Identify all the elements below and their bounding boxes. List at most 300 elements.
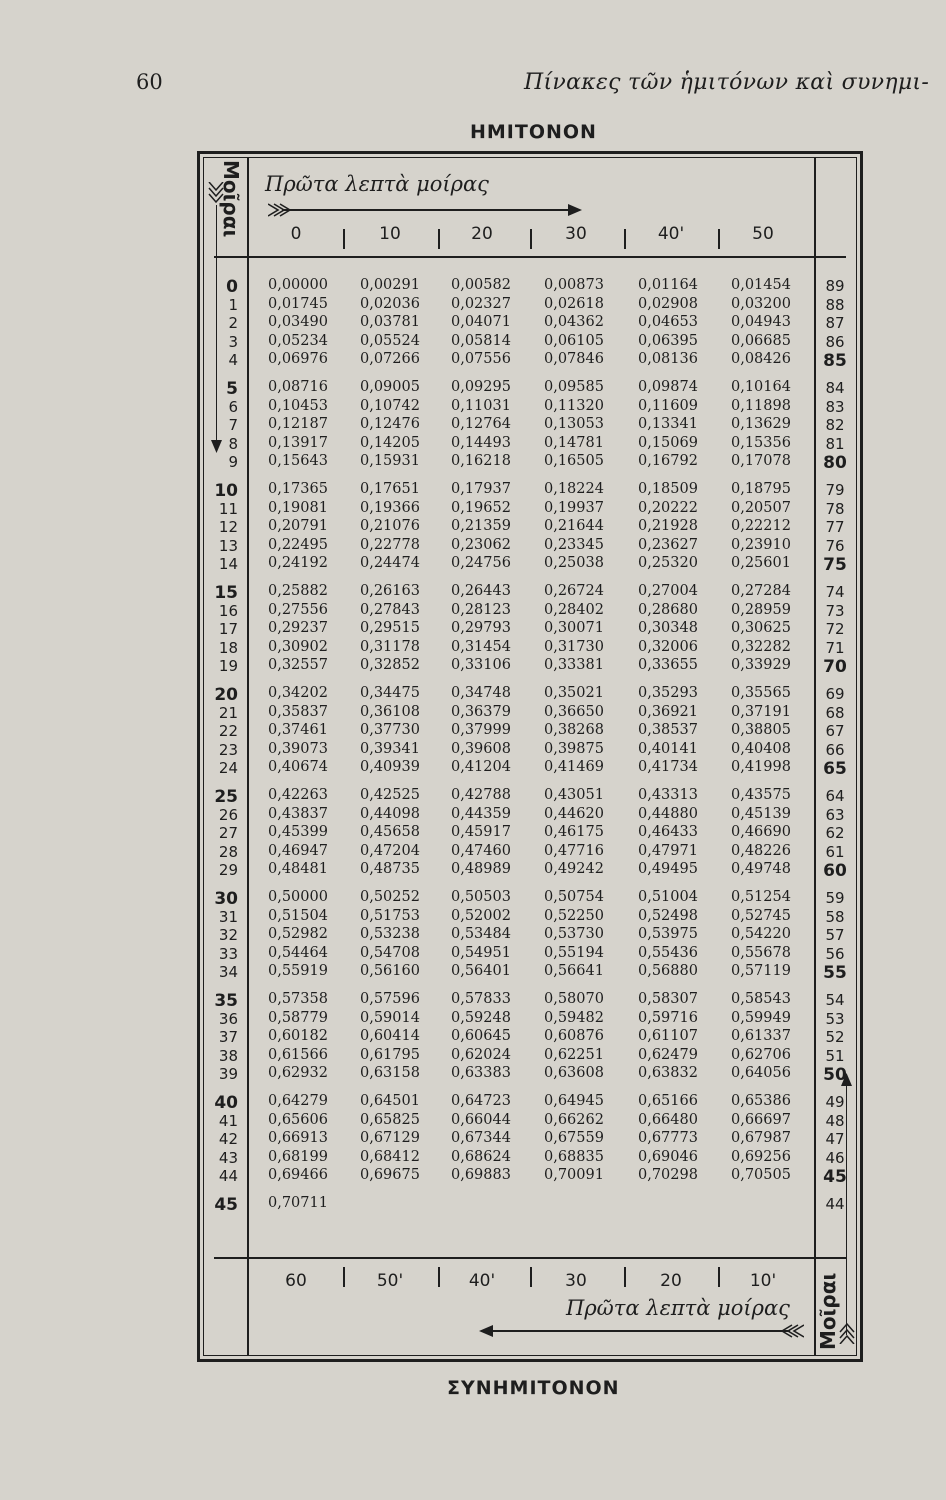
right-column-divider	[814, 158, 816, 1355]
table-cell: 0,55919	[268, 963, 328, 979]
table-cell: 0,56641	[544, 963, 604, 979]
table-cell: 0,64279	[268, 1093, 328, 1109]
table-cell: 0,02327	[451, 296, 511, 312]
degree-label: 6	[228, 398, 238, 416]
table-cell: 0,26443	[451, 583, 511, 599]
table-cell: 0,62024	[451, 1047, 511, 1063]
degree-label: 38	[218, 1047, 238, 1065]
complementary-degree-label: 71	[825, 639, 845, 657]
table-cell: 0,27556	[268, 602, 328, 618]
complementary-degree-label: 44	[825, 1195, 845, 1213]
left-degrees-axis-label: Μοῖραι	[219, 160, 243, 238]
table-cell: 0,63832	[638, 1065, 698, 1081]
table-cell: 0,59949	[731, 1010, 791, 1026]
table-cell: 0,03490	[268, 314, 328, 330]
table-cell: 0,16792	[638, 453, 698, 469]
table-cell: 0,57119	[731, 963, 791, 979]
table-cell: 0,29793	[451, 620, 511, 636]
table-cell: 0,41734	[638, 759, 698, 775]
table-cell: 0,41469	[544, 759, 604, 775]
table-cell: 0,21076	[360, 518, 420, 534]
table-cell: 0,45139	[731, 806, 791, 822]
table-cell: 0,42263	[268, 787, 328, 803]
table-cell: 0,38805	[731, 722, 791, 738]
degree-label: 34	[218, 963, 238, 981]
degree-label: 3	[228, 333, 238, 351]
degree-label: 25	[214, 787, 238, 807]
header-tick	[438, 229, 440, 249]
table-cell: 0,48989	[451, 861, 511, 877]
table-cell: 0,53484	[451, 926, 511, 942]
table-cell: 0,46690	[731, 824, 791, 840]
table-cell: 0,61107	[638, 1028, 698, 1044]
bottom-minutes-header-20: 20	[660, 1271, 682, 1291]
degree-label: 39	[218, 1065, 238, 1083]
table-cell: 0,48481	[268, 861, 328, 877]
table-cell: 0,22778	[360, 537, 420, 553]
top-minutes-header-20: 20	[471, 224, 493, 244]
complementary-degree-label: 85	[823, 351, 847, 371]
right-degrees-axis-label: Μοῖραι	[816, 1272, 840, 1350]
table-cell: 0,24474	[360, 555, 420, 571]
table-cell: 0,58307	[638, 991, 698, 1007]
table-cell: 0,29237	[268, 620, 328, 636]
complementary-degree-label: 77	[825, 518, 845, 536]
table-cell: 0,52745	[731, 908, 791, 924]
table-cell: 0,11320	[544, 398, 604, 414]
degree-label: 9	[228, 453, 238, 471]
degree-label: 0	[226, 277, 238, 297]
table-cell: 0,60182	[268, 1028, 328, 1044]
table-cell: 0,10453	[268, 398, 328, 414]
degree-label: 43	[218, 1149, 238, 1167]
table-cell: 0,09585	[544, 379, 604, 395]
table-cell: 0,69675	[360, 1167, 420, 1183]
table-cell: 0,58543	[731, 991, 791, 1007]
table-cell: 0,68412	[360, 1149, 420, 1165]
table-cell: 0,02036	[360, 296, 420, 312]
table-cell: 0,13053	[544, 416, 604, 432]
table-cell: 0,64945	[544, 1093, 604, 1109]
table-cell: 0,13629	[731, 416, 791, 432]
table-cell: 0,28123	[451, 602, 511, 618]
table-cell: 0,61337	[731, 1028, 791, 1044]
degree-label: 21	[218, 704, 238, 722]
table-cell: 0,66913	[268, 1130, 328, 1146]
table-cell: 0,20507	[731, 500, 791, 516]
table-cell: 0,43575	[731, 787, 791, 803]
table-cell: 0,15643	[268, 453, 328, 469]
degree-label: 11	[218, 500, 238, 518]
complementary-degree-label: 45	[823, 1167, 847, 1187]
table-cell: 0,69466	[268, 1167, 328, 1183]
complementary-degree-label: 69	[825, 685, 845, 703]
complementary-degree-label: 78	[825, 500, 845, 518]
degree-label: 17	[218, 620, 238, 638]
table-cell: 0,12187	[268, 416, 328, 432]
table-cell: 0,32557	[268, 657, 328, 673]
degree-label: 12	[218, 518, 238, 536]
table-cell: 0,66044	[451, 1112, 511, 1128]
table-cell: 0,63383	[451, 1065, 511, 1081]
table-cell: 0,40408	[731, 741, 791, 757]
table-cell: 0,01164	[638, 277, 698, 293]
complementary-degree-label: 64	[825, 787, 845, 805]
table-cell: 0,02618	[544, 296, 604, 312]
table-cell: 0,53730	[544, 926, 604, 942]
complementary-degree-label: 51	[825, 1047, 845, 1065]
complementary-degree-label: 59	[825, 889, 845, 907]
top-minutes-label: Πρῶτα λεπτὰ μοίρας	[265, 172, 489, 196]
table-cell: 0,21359	[451, 518, 511, 534]
table-cell: 0,36921	[638, 704, 698, 720]
bottom-minutes-label: Πρῶτα λεπτὰ μοίρας	[566, 1296, 790, 1320]
complementary-degree-label: 70	[823, 657, 847, 677]
table-cell: 0,39341	[360, 741, 420, 757]
table-cell: 0,32006	[638, 639, 698, 655]
table-cell: 0,59482	[544, 1010, 604, 1026]
table-cell: 0,59014	[360, 1010, 420, 1026]
bottom-minutes-header-40: 40'	[468, 1271, 496, 1291]
left-column-divider	[247, 158, 249, 1355]
table-cell: 0,50252	[360, 889, 420, 905]
table-cell: 0,05234	[268, 333, 328, 349]
table-cell: 0,69046	[638, 1149, 698, 1165]
complementary-degree-label: 83	[825, 398, 845, 416]
table-cell: 0,36650	[544, 704, 604, 720]
table-cell: 0,55436	[638, 945, 698, 961]
table-cell: 0,25601	[731, 555, 791, 571]
degree-label: 18	[218, 639, 238, 657]
complementary-degree-label: 72	[825, 620, 845, 638]
complementary-degree-label: 79	[825, 481, 845, 499]
table-cell: 0,23062	[451, 537, 511, 553]
header-tick	[343, 229, 345, 249]
degree-label: 16	[218, 602, 238, 620]
footer-rule	[214, 1257, 846, 1259]
table-cell: 0,39608	[451, 741, 511, 757]
table-cell: 0,52982	[268, 926, 328, 942]
table-cell: 0,65386	[731, 1093, 791, 1109]
bottom-arrow-line	[490, 1330, 790, 1332]
table-cell: 0,51753	[360, 908, 420, 924]
table-cell: 0,00873	[544, 277, 604, 293]
table-cell: 0,18795	[731, 481, 791, 497]
table-cell: 0,02908	[638, 296, 698, 312]
top-minutes-header-30: 30	[565, 224, 587, 244]
table-cell: 0,47716	[544, 843, 604, 859]
degree-label: 8	[228, 435, 238, 453]
table-cell: 0,44098	[360, 806, 420, 822]
complementary-degree-label: 73	[825, 602, 845, 620]
table-cell: 0,03200	[731, 296, 791, 312]
table-cell: 0,23627	[638, 537, 698, 553]
complementary-degree-label: 81	[825, 435, 845, 453]
complementary-degree-label: 46	[825, 1149, 845, 1167]
degree-label: 27	[218, 824, 238, 842]
table-cell: 0,68199	[268, 1149, 328, 1165]
table-cell: 0,56880	[638, 963, 698, 979]
table-cell: 0,11898	[731, 398, 791, 414]
table-cell: 0,63158	[360, 1065, 420, 1081]
table-cell: 0,33381	[544, 657, 604, 673]
table-cell: 0,07556	[451, 351, 511, 367]
table-cell: 0,18224	[544, 481, 604, 497]
table-cell: 0,41998	[731, 759, 791, 775]
table-cell: 0,44359	[451, 806, 511, 822]
table-cell: 0,04362	[544, 314, 604, 330]
table-cell: 0,09295	[451, 379, 511, 395]
table-cell: 0,70711	[268, 1195, 328, 1211]
degree-label: 2	[228, 314, 238, 332]
degree-label: 14	[218, 555, 238, 573]
table-cell: 0,15356	[731, 435, 791, 451]
table-cell: 0,59716	[638, 1010, 698, 1026]
degree-label: 30	[214, 889, 238, 909]
table-cell: 0,55194	[544, 945, 604, 961]
table-cell: 0,54951	[451, 945, 511, 961]
table-cell: 0,00000	[268, 277, 328, 293]
header-tick	[530, 229, 532, 249]
table-cell: 0,57833	[451, 991, 511, 1007]
table-cell: 0,38268	[544, 722, 604, 738]
table-cell: 0,56401	[451, 963, 511, 979]
table-cell: 0,66697	[731, 1112, 791, 1128]
degree-label: 37	[218, 1028, 238, 1046]
footer-tick	[438, 1267, 440, 1287]
table-cell: 0,57358	[268, 991, 328, 1007]
table-cell: 0,08426	[731, 351, 791, 367]
table-cell: 0,16218	[451, 453, 511, 469]
table-cell: 0,04653	[638, 314, 698, 330]
table-cell: 0,31454	[451, 639, 511, 655]
degree-label: 13	[218, 537, 238, 555]
table-cell: 0,10164	[731, 379, 791, 395]
right-arrow-fletching-icon	[839, 1322, 855, 1344]
table-cell: 0,15069	[638, 435, 698, 451]
table-cell: 0,54220	[731, 926, 791, 942]
table-cell: 0,28680	[638, 602, 698, 618]
complementary-degree-label: 84	[825, 379, 845, 397]
degree-label: 10	[214, 481, 238, 501]
table-cell: 0,47971	[638, 843, 698, 859]
table-cell: 0,65166	[638, 1093, 698, 1109]
bottom-arrow-fletching-icon	[782, 1324, 804, 1338]
complementary-degree-label: 80	[823, 453, 847, 473]
table-cell: 0,37191	[731, 704, 791, 720]
table-cell: 0,40674	[268, 759, 328, 775]
complementary-degree-label: 89	[825, 277, 845, 295]
table-cell: 0,21928	[638, 518, 698, 534]
table-cell: 0,06976	[268, 351, 328, 367]
table-cell: 0,46947	[268, 843, 328, 859]
table-cell: 0,31178	[360, 639, 420, 655]
bottom-minutes-header-50: 50'	[376, 1271, 404, 1291]
table-cell: 0,50754	[544, 889, 604, 905]
table-cell: 0,25320	[638, 555, 698, 571]
degree-label: 40	[214, 1093, 238, 1113]
complementary-degree-label: 87	[825, 314, 845, 332]
table-cell: 0,70091	[544, 1167, 604, 1183]
table-cell: 0,36108	[360, 704, 420, 720]
table-cell: 0,68624	[451, 1149, 511, 1165]
top-arrow-head-icon	[568, 204, 582, 216]
complementary-degree-label: 75	[823, 555, 847, 575]
complementary-degree-label: 52	[825, 1028, 845, 1046]
table-cell: 0,58779	[268, 1010, 328, 1026]
table-cell: 0,27284	[731, 583, 791, 599]
degree-label: 26	[218, 806, 238, 824]
table-cell: 0,19652	[451, 500, 511, 516]
table-cell: 0,00582	[451, 277, 511, 293]
degree-label: 22	[218, 722, 238, 740]
running-head: Πίνακες τῶν ἡμιτόνων καὶ συνημι-	[524, 70, 930, 95]
table-cell: 0,58070	[544, 991, 604, 1007]
table-cell: 0,17651	[360, 481, 420, 497]
table-cell: 0,28959	[731, 602, 791, 618]
degree-label: 29	[218, 861, 238, 879]
table-cell: 0,09005	[360, 379, 420, 395]
degree-label: 44	[218, 1167, 238, 1185]
table-cell: 0,35837	[268, 704, 328, 720]
complementary-degree-label: 47	[825, 1130, 845, 1148]
table-cell: 0,12764	[451, 416, 511, 432]
table-cell: 0,60414	[360, 1028, 420, 1044]
table-cell: 0,34748	[451, 685, 511, 701]
header-tick	[718, 229, 720, 249]
top-minutes-header-50: 50	[752, 224, 774, 244]
table-cell: 0,62479	[638, 1047, 698, 1063]
table-cell: 0,63608	[544, 1065, 604, 1081]
degree-label: 20	[214, 685, 238, 705]
table-cell: 0,61566	[268, 1047, 328, 1063]
degree-label: 4	[228, 351, 238, 369]
degree-label: 1	[228, 296, 238, 314]
footer-tick	[530, 1267, 532, 1287]
table-cell: 0,64723	[451, 1093, 511, 1109]
degree-label: 7	[228, 416, 238, 434]
table-cell: 0,26724	[544, 583, 604, 599]
table-cell: 0,14205	[360, 435, 420, 451]
table-cell: 0,33929	[731, 657, 791, 673]
complementary-degree-label: 56	[825, 945, 845, 963]
table-cell: 0,32282	[731, 639, 791, 655]
table-cell: 0,67129	[360, 1130, 420, 1146]
table-cell: 0,26163	[360, 583, 420, 599]
table-cell: 0,07846	[544, 351, 604, 367]
table-cell: 0,11609	[638, 398, 698, 414]
table-cell: 0,54708	[360, 945, 420, 961]
table-cell: 0,49242	[544, 861, 604, 877]
bottom-arrow-head-icon	[479, 1325, 493, 1337]
complementary-degree-label: 50	[823, 1065, 847, 1085]
complementary-degree-label: 54	[825, 991, 845, 1009]
table-cell: 0,16505	[544, 453, 604, 469]
table-cell: 0,49748	[731, 861, 791, 877]
table-cell: 0,01454	[731, 277, 791, 293]
table-cell: 0,49495	[638, 861, 698, 877]
complementary-degree-label: 53	[825, 1010, 845, 1028]
table-cell: 0,37999	[451, 722, 511, 738]
table-cell: 0,12476	[360, 416, 420, 432]
degree-label: 24	[218, 759, 238, 777]
table-cell: 0,42788	[451, 787, 511, 803]
table-cell: 0,35293	[638, 685, 698, 701]
degree-label: 23	[218, 741, 238, 759]
table-cell: 0,05814	[451, 333, 511, 349]
complementary-degree-label: 66	[825, 741, 845, 759]
table-cell: 0,18509	[638, 481, 698, 497]
table-cell: 0,66262	[544, 1112, 604, 1128]
table-cell: 0,08136	[638, 351, 698, 367]
table-cell: 0,22495	[268, 537, 328, 553]
table-cell: 0,67559	[544, 1130, 604, 1146]
table-cell: 0,67773	[638, 1130, 698, 1146]
table-cell: 0,46175	[544, 824, 604, 840]
table-cell: 0,25038	[544, 555, 604, 571]
table-cell: 0,65825	[360, 1112, 420, 1128]
top-minutes-header-10: 10	[379, 224, 401, 244]
complementary-degree-label: 67	[825, 722, 845, 740]
table-cell: 0,37730	[360, 722, 420, 738]
table-cell: 0,44620	[544, 806, 604, 822]
table-cell: 0,67344	[451, 1130, 511, 1146]
top-minutes-header-0: 0	[290, 224, 302, 244]
table-cell: 0,43051	[544, 787, 604, 803]
footer-tick	[343, 1267, 345, 1287]
table-cell: 0,59248	[451, 1010, 511, 1026]
complementary-degree-label: 63	[825, 806, 845, 824]
table-cell: 0,51004	[638, 889, 698, 905]
table-cell: 0,27843	[360, 602, 420, 618]
table-cell: 0,57596	[360, 991, 420, 1007]
table-cell: 0,67987	[731, 1130, 791, 1146]
table-cell: 0,50503	[451, 889, 511, 905]
table-cell: 0,64056	[731, 1065, 791, 1081]
table-cell: 0,62251	[544, 1047, 604, 1063]
complementary-degree-label: 62	[825, 824, 845, 842]
table-cell: 0,30625	[731, 620, 791, 636]
table-cell: 0,20222	[638, 500, 698, 516]
table-cell: 0,60645	[451, 1028, 511, 1044]
table-cell: 0,25882	[268, 583, 328, 599]
table-cell: 0,70505	[731, 1167, 791, 1183]
table-cell: 0,28402	[544, 602, 604, 618]
table-cell: 0,17937	[451, 481, 511, 497]
table-cell: 0,35565	[731, 685, 791, 701]
complementary-degree-label: 49	[825, 1093, 845, 1111]
degree-label: 15	[214, 583, 238, 603]
table-cell: 0,62706	[731, 1047, 791, 1063]
table-cell: 0,06105	[544, 333, 604, 349]
table-cell: 0,45658	[360, 824, 420, 840]
table-cell: 0,37461	[268, 722, 328, 738]
table-cell: 0,06395	[638, 333, 698, 349]
table-cell: 0,39073	[268, 741, 328, 757]
table-cell: 0,10742	[360, 398, 420, 414]
table-cell: 0,56160	[360, 963, 420, 979]
table-cell: 0,01745	[268, 296, 328, 312]
table-cell: 0,13341	[638, 416, 698, 432]
table-cell: 0,30902	[268, 639, 328, 655]
table-cell: 0,21644	[544, 518, 604, 534]
table-cell: 0,07266	[360, 351, 420, 367]
table-cell: 0,40141	[638, 741, 698, 757]
degree-label: 5	[226, 379, 238, 399]
table-cell: 0,70298	[638, 1167, 698, 1183]
table-cell: 0,50000	[268, 889, 328, 905]
table-cell: 0,05524	[360, 333, 420, 349]
